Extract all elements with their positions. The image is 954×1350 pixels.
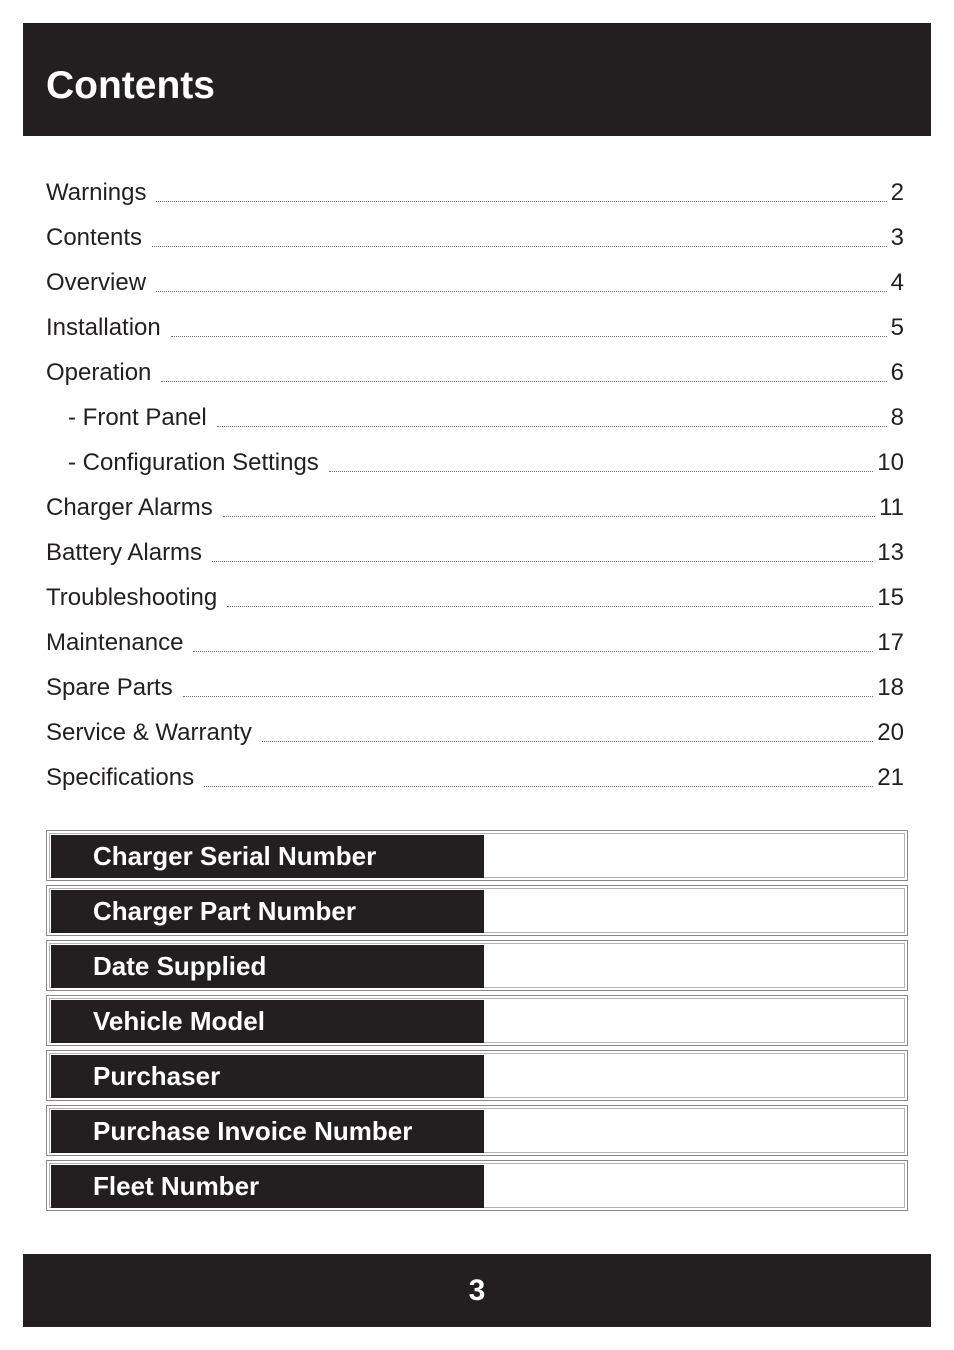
toc-entry-page: 11 (879, 493, 904, 521)
record-label: Date Supplied (51, 945, 484, 988)
record-row-charger-part-number (46, 885, 908, 936)
toc-dot-leader (262, 741, 873, 742)
toc-entry[interactable] (46, 260, 904, 305)
toc-entry-label: Spare Parts (46, 673, 173, 701)
page-title: Contents (46, 64, 215, 107)
toc-dot-leader (156, 291, 887, 292)
toc-entry-label: Troubleshooting (46, 583, 218, 611)
toc-entry-page: 5 (890, 313, 904, 341)
toc-dot-leader (212, 561, 873, 562)
toc-dot-leader (193, 651, 873, 652)
purchase-invoice-number-field[interactable] (487, 1110, 903, 1153)
toc-entry-page: 8 (890, 403, 904, 431)
table-of-contents (46, 170, 904, 800)
record-label: Fleet Number (51, 1165, 484, 1208)
toc-dot-leader (217, 426, 887, 427)
page-number: 3 (468, 1274, 486, 1307)
toc-entry-page: 2 (890, 178, 904, 206)
purchaser-field[interactable] (487, 1055, 903, 1098)
toc-subentry[interactable] (46, 440, 904, 485)
record-row-vehicle-model (46, 995, 908, 1046)
toc-subentry[interactable] (46, 395, 904, 440)
toc-entry[interactable] (46, 620, 904, 665)
toc-entry-label: Charger Alarms (46, 493, 213, 521)
toc-entry[interactable] (46, 665, 904, 710)
toc-entry-label: Contents (46, 223, 143, 251)
record-row-date-supplied (46, 940, 908, 991)
toc-entry[interactable] (46, 350, 904, 395)
charger-part-number-field[interactable] (487, 890, 903, 933)
toc-dot-leader (161, 381, 886, 382)
toc-entry-label: Service & Warranty (46, 718, 252, 746)
toc-entry-page: 20 (877, 718, 904, 746)
toc-dot-leader (204, 786, 873, 787)
toc-entry[interactable] (46, 710, 904, 755)
toc-entry-label: Specifications (46, 763, 195, 791)
product-record-form (46, 830, 908, 1215)
fleet-number-field[interactable] (487, 1165, 903, 1208)
toc-entry-label: - Front Panel (68, 403, 207, 431)
footer-bar (23, 1254, 931, 1327)
record-label: Charger Part Number (51, 890, 484, 933)
toc-entry-label: Operation (46, 358, 152, 386)
record-label: Charger Serial Number (51, 835, 484, 878)
record-label: Purchase Invoice Number (51, 1110, 484, 1153)
record-label: Purchaser (51, 1055, 484, 1098)
toc-entry-page: 15 (877, 583, 904, 611)
toc-entry[interactable] (46, 575, 904, 620)
record-row-fleet-number (46, 1160, 908, 1211)
toc-entry-label: - Configuration Settings (68, 448, 319, 476)
toc-entry-page: 21 (877, 763, 904, 791)
header-bar (23, 23, 931, 136)
toc-dot-leader (223, 516, 875, 517)
toc-entry[interactable] (46, 755, 904, 800)
toc-dot-leader (152, 246, 887, 247)
toc-entry-page: 13 (877, 538, 904, 566)
toc-entry[interactable] (46, 215, 904, 260)
toc-entry-label: Installation (46, 313, 161, 341)
toc-dot-leader (227, 606, 873, 607)
charger-serial-number-field[interactable] (487, 835, 903, 878)
toc-entry-page: 4 (890, 268, 904, 296)
toc-entry-page: 17 (877, 628, 904, 656)
toc-dot-leader (183, 696, 874, 697)
record-row-charger-serial-number (46, 830, 908, 881)
toc-entry-label: Battery Alarms (46, 538, 203, 566)
toc-entry-label: Overview (46, 268, 147, 296)
toc-entry-page: 10 (877, 448, 904, 476)
toc-entry[interactable] (46, 530, 904, 575)
toc-entry-page: 6 (890, 358, 904, 386)
toc-entry-label: Warnings (46, 178, 147, 206)
toc-entry[interactable] (46, 170, 904, 215)
record-label: Vehicle Model (51, 1000, 484, 1043)
date-supplied-field[interactable] (487, 945, 903, 988)
vehicle-model-field[interactable] (487, 1000, 903, 1043)
toc-entry-page: 3 (890, 223, 904, 251)
record-row-purchaser (46, 1050, 908, 1101)
toc-entry-page: 18 (877, 673, 904, 701)
toc-entry[interactable] (46, 305, 904, 350)
toc-entry-label: Maintenance (46, 628, 184, 656)
toc-entry[interactable] (46, 485, 904, 530)
record-row-purchase-invoice-number (46, 1105, 908, 1156)
toc-dot-leader (171, 336, 887, 337)
toc-dot-leader (329, 471, 873, 472)
toc-dot-leader (156, 201, 886, 202)
